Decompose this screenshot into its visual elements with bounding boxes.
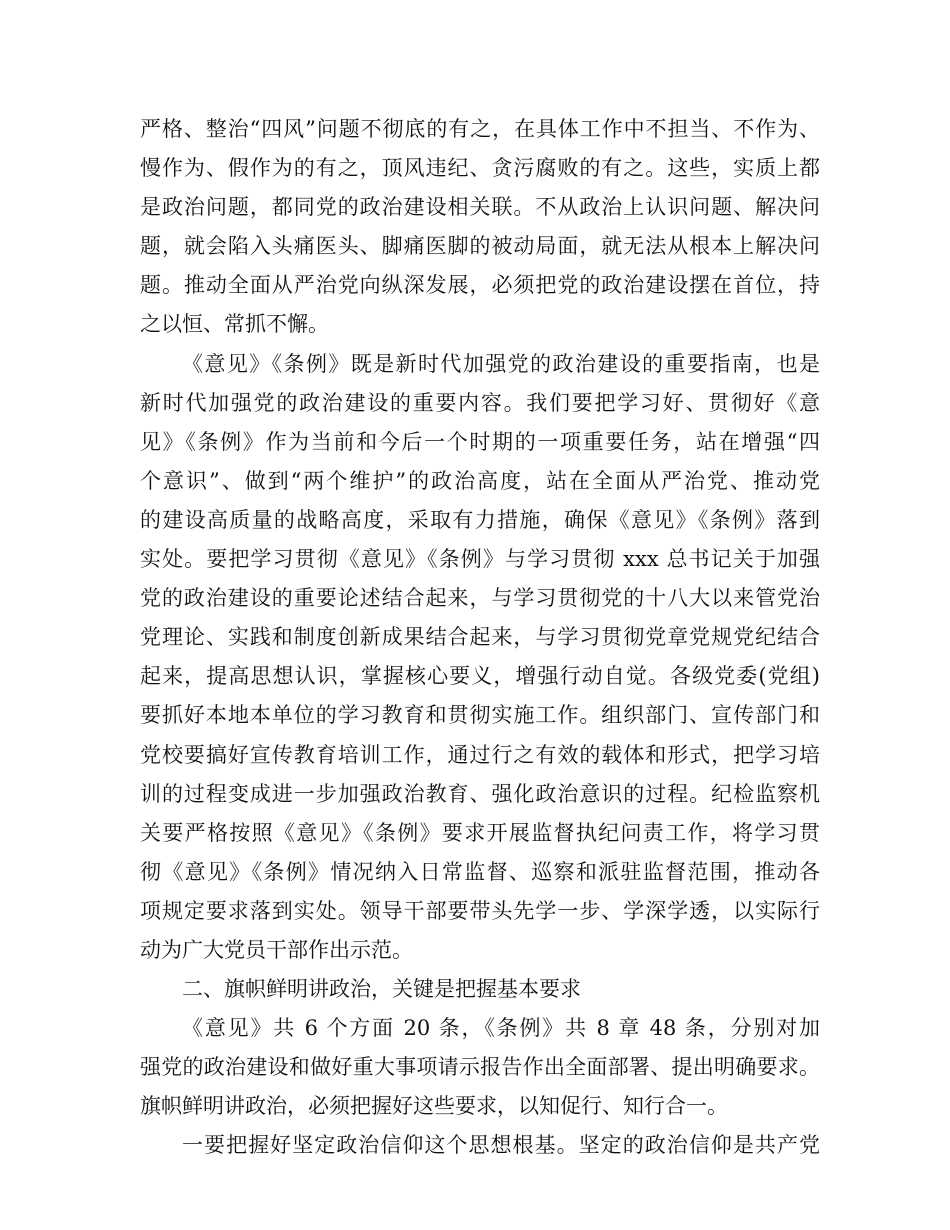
text-line: 的建设高质量的战略高度，采取有力措施，确保《意见》《条例》落到 xyxy=(140,507,820,532)
text-line: 起来，提高思想认识，掌握核心要义，增强行动自觉。各级党委(党组) xyxy=(140,664,820,689)
paragraph-first-line: 一要把握好坚定政治信仰这个思想根基。坚定的政治信仰是共产党 xyxy=(182,1133,820,1158)
text-line: 个意识”、做到“两个维护”的政治高度，站在全面从严治党、推动党 xyxy=(140,468,820,493)
text-line: 动为广大党员干部作出示范。 xyxy=(140,937,413,962)
text-line: 训的过程变成进一步加强政治教育、强化政治意识的过程。纪检监察机 xyxy=(140,781,820,806)
text-line: 党校要搞好宣传教育培训工作，通过行之有效的载体和形式，把学习培 xyxy=(140,742,820,767)
text-line: 项规定要求落到实处。领导干部要带头先学一步、学深学透，以实际行 xyxy=(140,898,820,923)
text-line: 见》《条例》作为当前和今后一个时期的一项重要任务，站在增强“四 xyxy=(140,429,820,454)
section-heading: 二、旗帜鲜明讲政治，关键是把握基本要求 xyxy=(182,977,581,1002)
paragraph-first-line: 《意见》《条例》既是新时代加强党的政治建设的重要指南，也是 xyxy=(182,351,820,376)
text-line: 是政治问题，都同党的政治建设相关联。不从政治上认识问题、解决问 xyxy=(140,195,820,220)
text-line: 彻《意见》《条例》情况纳入日常监督、巡察和派驻监督范围，推动各 xyxy=(140,859,820,884)
text-line: 党的政治建设的重要论述结合起来，与学习贯彻党的十八大以来管党治 xyxy=(140,586,820,611)
document-body xyxy=(140,110,820,1166)
text-line: 党理论、实践和制度创新成果结合起来，与学习贯彻党章党规党纪结合 xyxy=(140,625,820,650)
paragraph-first-line: 《意见》共 6 个方面 20 条，《条例》共 8 章 48 条，分别对加 xyxy=(182,1016,820,1041)
text-line: 关要严格按照《意见》《条例》要求开展监督执纪问责工作，将学习贯 xyxy=(140,820,820,845)
text-line: 题。推动全面从严治党向纵深发展，必须把党的政治建设摆在首位，持 xyxy=(140,273,820,298)
text-line: 严格、整治“四风”问题不彻底的有之，在具体工作中不担当、不作为、 xyxy=(140,117,820,141)
text-line: 要抓好本地本单位的学习教育和贯彻实施工作。组织部门、宣传部门和 xyxy=(140,703,820,728)
text-line: 实处。要把学习贯彻《意见》《条例》与学习贯彻 xxx 总书记关于加强 xyxy=(140,547,820,572)
text-line: 强党的政治建设和做好重大事项请示报告作出全面部署、提出明确要求。 xyxy=(140,1055,820,1080)
text-line: 慢作为、假作为的有之，顶风违纪、贪污腐败的有之。这些，实质上都 xyxy=(140,156,820,181)
text-line: 旗帜鲜明讲政治，必须把握好这些要求，以知促行、知行合一。 xyxy=(140,1094,728,1119)
text-line: 题，就会陷入头痛医头、脚痛医脚的被动局面，就无法从根本上解决问 xyxy=(140,234,820,259)
text-line: 新时代加强党的政治建设的重要内容。我们要把学习好、贯彻好《意 xyxy=(140,390,820,415)
text-line: 之以恒、常抓不懈。 xyxy=(140,312,329,337)
